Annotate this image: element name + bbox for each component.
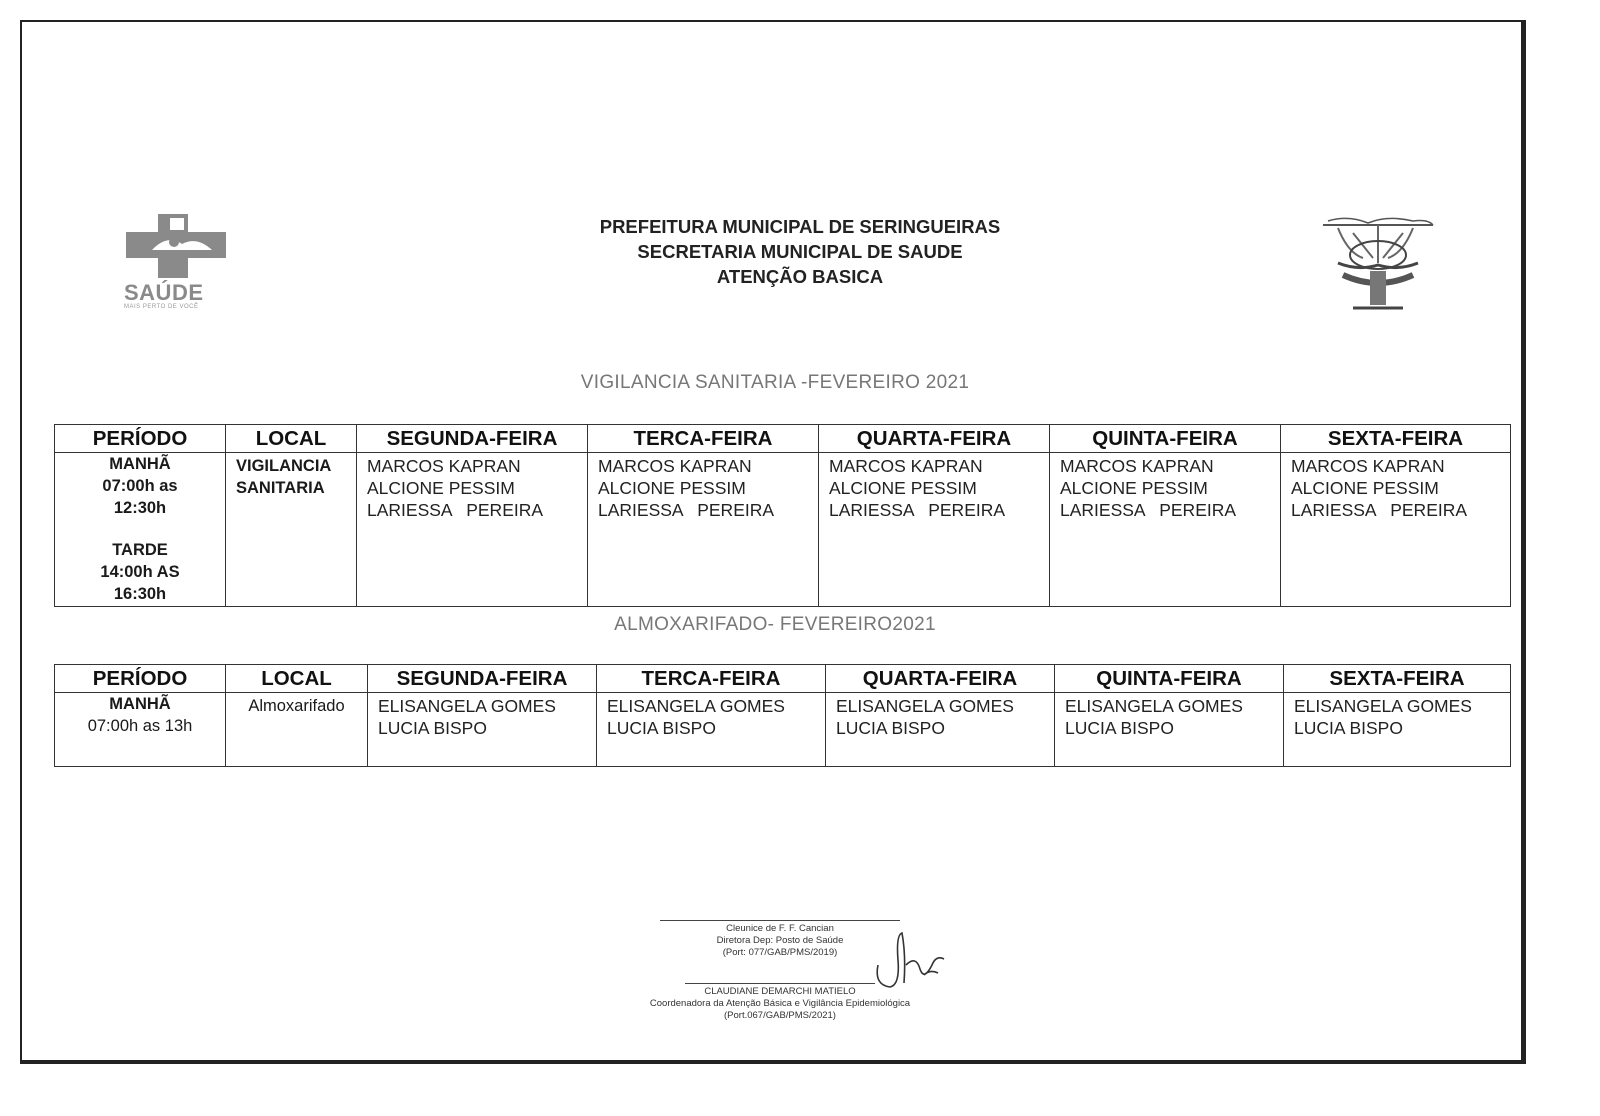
header-line-1: PREFEITURA MUNICIPAL DE SERINGUEIRAS bbox=[599, 216, 1001, 237]
periodo-tarde: TARDE bbox=[112, 541, 168, 559]
col-day: QUINTA-FEIRA bbox=[1050, 425, 1281, 453]
col-periodo: PERÍODO bbox=[55, 665, 226, 693]
staff-name: LARIESSA PEREIRA bbox=[598, 500, 775, 520]
section-title-vigilancia: VIGILANCIA SANITARIA -FEVEREIRO 2021 bbox=[580, 372, 970, 393]
staff-name: ALCIONE PESSIM bbox=[1060, 478, 1208, 498]
header-line-2: SECRETARIA MUNICIPAL DE SAUDE bbox=[637, 241, 963, 262]
periodo-manha: MANHÃ bbox=[109, 455, 171, 473]
schedule-table-vigilancia bbox=[54, 424, 1511, 607]
staff-name: LARIESSA PEREIRA bbox=[829, 500, 1006, 520]
signer-port-1: (Port: 077/GAB/PMS/2019) bbox=[722, 947, 838, 958]
staff-cell-friday bbox=[1284, 693, 1511, 767]
municipal-coat-of-arms-icon bbox=[1318, 213, 1438, 313]
col-day: QUARTA-FEIRA bbox=[819, 425, 1050, 453]
col-day: QUINTA-FEIRA bbox=[1055, 665, 1284, 693]
signer-role-2: Coordenadora da Atenção Básica e Vigilância Epidemiológica bbox=[649, 998, 911, 1009]
staff-name: MARCOS KAPRAN bbox=[367, 456, 521, 476]
saude-logo bbox=[122, 212, 252, 312]
staff-cell-thursday bbox=[1055, 693, 1284, 767]
staff-name: MARCOS KAPRAN bbox=[1291, 456, 1445, 476]
staff-cell-tuesday bbox=[597, 693, 826, 767]
staff-name: ALCIONE PESSIM bbox=[367, 478, 515, 498]
periodo-tarde-end: 16:30h bbox=[113, 585, 167, 603]
staff-name: ELISANGELA GOMES bbox=[378, 696, 556, 716]
document-header bbox=[500, 214, 1100, 289]
periodo-manha-end: 12:30h bbox=[113, 499, 167, 517]
staff-cell-wednesday bbox=[826, 693, 1055, 767]
section-title-almoxarifado: ALMOXARIFADO- FEVEREIRO2021 bbox=[614, 614, 936, 635]
staff-name: LARIESSA PEREIRA bbox=[367, 500, 544, 520]
periodo-manha-start: 07:00h as bbox=[102, 477, 178, 495]
signer-role-1: Diretora Dep: Posto de Saúde bbox=[716, 935, 844, 946]
logo-text: SAÚDE bbox=[124, 280, 204, 305]
staff-cell-wednesday bbox=[819, 453, 1050, 607]
periodo-tarde-start: 14:00h AS bbox=[100, 563, 180, 581]
staff-name: ELISANGELA GOMES bbox=[1294, 696, 1472, 716]
header-line-3: ATENÇÃO BASICA bbox=[716, 266, 884, 287]
coat-of-arms-logo bbox=[1318, 213, 1438, 313]
signer-name-2: CLAUDIANE DEMARCHI MATIELO bbox=[704, 986, 856, 997]
staff-name: ELISANGELA GOMES bbox=[607, 696, 785, 716]
staff-cell-friday bbox=[1281, 453, 1511, 607]
staff-cell-tuesday bbox=[588, 453, 819, 607]
col-day: TERCA-FEIRA bbox=[597, 665, 826, 693]
col-day: TERCA-FEIRA bbox=[588, 425, 819, 453]
col-local: LOCAL bbox=[226, 665, 368, 693]
table-header-row bbox=[55, 425, 1511, 453]
staff-cell-monday bbox=[357, 453, 588, 607]
col-day: SEXTA-FEIRA bbox=[1281, 425, 1511, 453]
col-day: SEGUNDA-FEIRA bbox=[368, 665, 597, 693]
staff-name: LUCIA BISPO bbox=[836, 718, 945, 738]
table-row bbox=[55, 693, 1511, 767]
staff-name: LUCIA BISPO bbox=[607, 718, 716, 738]
staff-name: LUCIA BISPO bbox=[1065, 718, 1174, 738]
logo-subtext: MAIS PERTO DE VOCÊ bbox=[124, 304, 199, 310]
staff-name: MARCOS KAPRAN bbox=[1060, 456, 1214, 476]
local-cell bbox=[226, 453, 357, 607]
periodo-manha-hours: 07:00h as 13h bbox=[87, 717, 193, 735]
staff-name: LUCIA BISPO bbox=[1294, 718, 1403, 738]
periodo-cell bbox=[55, 453, 226, 607]
signer-port-2: (Port.067/GAB/PMS/2021) bbox=[724, 1010, 836, 1021]
local-line-2: SANITARIA bbox=[236, 479, 325, 497]
col-periodo: PERÍODO bbox=[55, 425, 226, 453]
staff-name: ELISANGELA GOMES bbox=[1065, 696, 1243, 716]
col-day: QUARTA-FEIRA bbox=[826, 665, 1055, 693]
col-day: SEGUNDA-FEIRA bbox=[357, 425, 588, 453]
staff-cell-thursday bbox=[1050, 453, 1281, 607]
local-line-1: VIGILANCIA bbox=[236, 457, 332, 475]
staff-name: ALCIONE PESSIM bbox=[829, 478, 977, 498]
local-cell: Almoxarifado bbox=[226, 693, 368, 767]
staff-name: LUCIA BISPO bbox=[378, 718, 487, 738]
table-row bbox=[55, 453, 1511, 607]
staff-name: LARIESSA PEREIRA bbox=[1060, 500, 1237, 520]
handwritten-signature-icon bbox=[870, 925, 950, 995]
periodo-cell bbox=[55, 693, 226, 767]
staff-cell-monday bbox=[368, 693, 597, 767]
staff-name: MARCOS KAPRAN bbox=[829, 456, 983, 476]
staff-name: LARIESSA PEREIRA bbox=[1291, 500, 1468, 520]
staff-name: MARCOS KAPRAN bbox=[598, 456, 752, 476]
signature-line bbox=[660, 920, 900, 921]
signer-name-1: Cleunice de F. F. Cancian bbox=[726, 923, 834, 934]
signature-line bbox=[685, 983, 875, 984]
col-day: SEXTA-FEIRA bbox=[1284, 665, 1511, 693]
periodo-manha: MANHÃ bbox=[109, 695, 171, 713]
schedule-table-almoxarifado bbox=[54, 664, 1511, 767]
staff-name: ALCIONE PESSIM bbox=[598, 478, 746, 498]
col-local: LOCAL bbox=[226, 425, 357, 453]
table-header-row bbox=[55, 665, 1511, 693]
staff-name: ALCIONE PESSIM bbox=[1291, 478, 1439, 498]
staff-name: ELISANGELA GOMES bbox=[836, 696, 1014, 716]
